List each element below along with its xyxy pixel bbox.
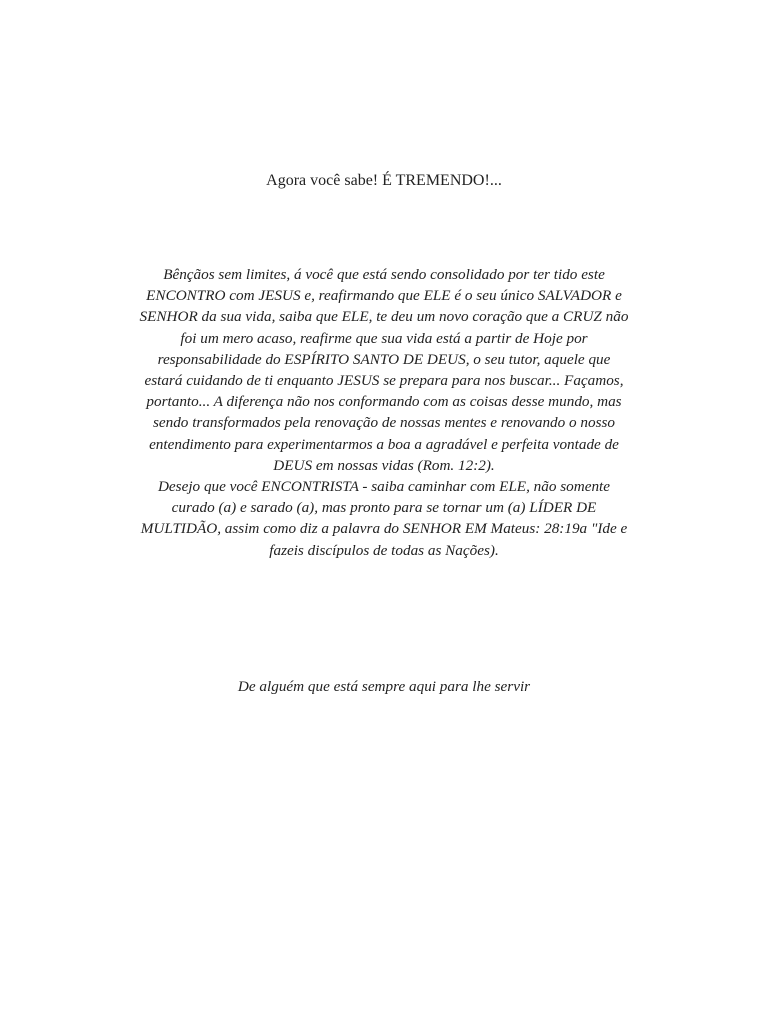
page-title: Agora você sabe! É TREMENDO!... — [266, 172, 502, 189]
body-line: fazeis discípulos de todas as Nações). — [269, 541, 499, 559]
body-line: sendo transformados pela renovação de nossas mentes e renovando o nosso — [152, 414, 616, 432]
body-paragraph — [100, 264, 668, 561]
body-line: portanto... A diferença não nos conformando com as coisas desse mundo, mas — [146, 393, 622, 411]
body-line: Bênçãos sem limites, á você que está sendo consolidado por ter tido este — [163, 266, 605, 283]
body-line: ENCONTRO com JESUS e, reafirmando que ELE é o seu único SALVADOR e — [146, 287, 622, 305]
body-line: estará cuidando de ti enquanto JESUS se prepara para nos buscar... Façamos, — [144, 372, 624, 390]
body-line: MULTIDÃO, assim como diz a palavra do SENHOR EM Mateus: 28:19a "Ide e — [140, 520, 628, 538]
body-line: DEUS em nossas vidas (Rom. 12:2). — [273, 456, 495, 474]
body-line: Desejo que você ENCONTRISTA - saiba caminhar com ELE, não somente — [157, 478, 611, 496]
body-line: curado (a) e sarado (a), mas pronto para se tornar um (a) LÍDER DE — [171, 499, 597, 517]
body-line: foi um mero acaso, reafirme que sua vida está a partir de Hoje por — [180, 329, 588, 347]
body-line: entendimento para experimentarmos a boa a agradável e perfeita vontade de — [149, 435, 619, 453]
signature-line: De alguém que está sempre aqui para lhe servir — [237, 678, 531, 695]
body-line: responsabilidade do ESPÍRITO SANTO DE DEUS, o seu tutor, aquele que — [157, 350, 611, 368]
body-line: SENHOR da sua vida, saiba que ELE, te deu um novo coração que a CRUZ não — [139, 308, 629, 326]
